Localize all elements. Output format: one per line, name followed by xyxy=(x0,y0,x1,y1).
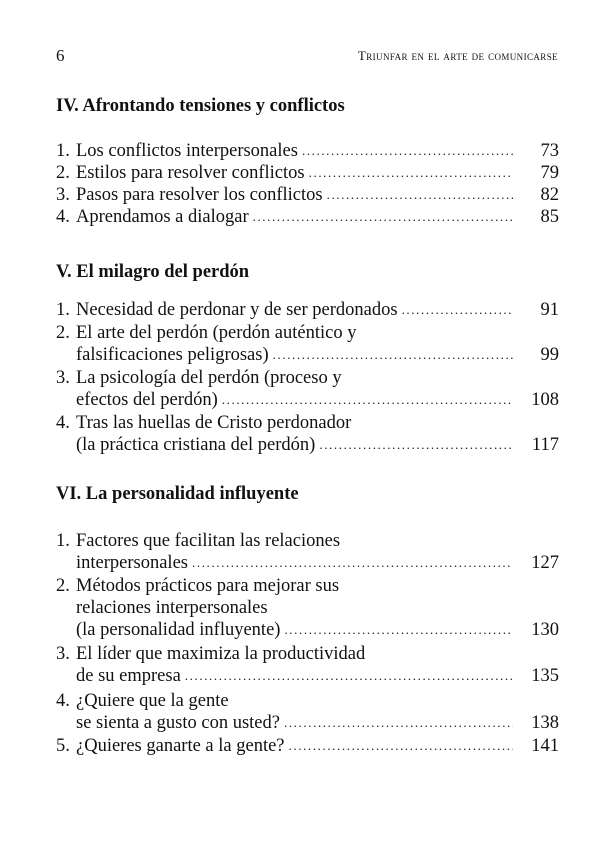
entry-number: 1. xyxy=(56,300,70,320)
toc-entry-line xyxy=(56,389,559,411)
entry-title-text: (la personalidad influyente) xyxy=(76,620,281,640)
section-heading: VI. La personalidad influyente xyxy=(56,484,299,504)
toc-entry[interactable] xyxy=(56,322,559,366)
toc-entry-line xyxy=(56,665,559,687)
dot-leader xyxy=(319,434,513,456)
entry-title-text: efectos del perdón) xyxy=(76,390,218,410)
toc-entry[interactable] xyxy=(56,162,559,184)
toc-entry-line xyxy=(56,712,559,734)
toc-entry[interactable] xyxy=(56,184,559,206)
toc-entry[interactable] xyxy=(56,367,559,411)
entry-title-text: El arte del perdón (perdón auténtico y xyxy=(76,323,357,343)
entry-number: 3. xyxy=(56,368,70,388)
toc-entry-line xyxy=(56,575,559,597)
entry-page-number: 85 xyxy=(540,207,559,227)
entry-page-number: 130 xyxy=(531,620,559,640)
toc-entry-line xyxy=(56,412,559,434)
toc-entry-line xyxy=(56,184,559,206)
entry-title-text: El líder que maximiza la productividad xyxy=(76,644,366,664)
entry-title-text: Necesidad de perdonar y de ser perdonados xyxy=(76,300,398,320)
entry-number: 5. xyxy=(56,736,70,756)
entry-title-text: Los conflictos interpersonales xyxy=(76,141,298,161)
entry-number: 4. xyxy=(56,207,70,227)
entry-page-number: 73 xyxy=(540,141,559,161)
entry-number: 1. xyxy=(56,141,70,161)
entry-title-text: Aprendamos a dialogar xyxy=(76,207,249,227)
entry-number: 4. xyxy=(56,413,70,433)
entry-page-number: 91 xyxy=(540,300,559,320)
toc-entry-line xyxy=(56,206,559,228)
entry-page-number: 108 xyxy=(531,390,559,410)
toc-entry-line xyxy=(56,322,559,344)
entry-title-text: relaciones interpersonales xyxy=(76,598,268,618)
entry-title-text: ¿Quieres ganarte a la gente? xyxy=(76,736,285,756)
toc-entry[interactable] xyxy=(56,643,559,687)
entry-page-number: 117 xyxy=(531,435,559,455)
entry-page-number: 79 xyxy=(540,163,559,183)
dot-leader xyxy=(302,140,513,162)
toc-entry-line xyxy=(56,140,559,162)
entry-number: 3. xyxy=(56,185,70,205)
toc-entry[interactable] xyxy=(56,575,559,641)
section-heading: IV. Afrontando tensiones y conflictos xyxy=(56,96,345,116)
dot-leader xyxy=(402,299,513,321)
toc-entry[interactable] xyxy=(56,690,559,734)
dot-leader xyxy=(192,552,513,574)
section-heading: V. El milagro del perdón xyxy=(56,262,250,282)
entry-number: 2. xyxy=(56,576,70,596)
dot-leader xyxy=(185,665,513,687)
entry-page-number: 99 xyxy=(540,345,559,365)
toc-entry-line xyxy=(56,162,559,184)
dot-leader xyxy=(222,389,513,411)
entry-number: 3. xyxy=(56,644,70,664)
entry-title-text: Métodos prácticos para mejorar sus xyxy=(76,576,340,596)
entry-number: 2. xyxy=(56,323,70,343)
toc-entry-line xyxy=(56,643,559,665)
toc-entry-line xyxy=(56,530,559,552)
toc-entry-line xyxy=(56,434,559,456)
entry-title-text: ¿Quiere que la gente xyxy=(76,691,229,711)
toc-entry[interactable] xyxy=(56,530,559,574)
dot-leader xyxy=(284,712,513,734)
toc-entry[interactable] xyxy=(56,299,559,321)
dot-leader xyxy=(284,619,513,641)
toc-entry[interactable] xyxy=(56,412,559,456)
entry-title-text: interpersonales xyxy=(76,553,188,573)
entry-page-number: 138 xyxy=(531,713,559,733)
entry-title-text: (la práctica cristiana del perdón) xyxy=(76,435,316,455)
entry-title-text: Estilos para resolver conflictos xyxy=(76,163,305,183)
entry-title-text: Pasos para resolver los conflictos xyxy=(76,185,323,205)
toc-entry-line xyxy=(56,344,559,366)
toc-entry-line xyxy=(56,690,559,712)
toc-entry-line xyxy=(56,299,559,321)
toc-entry-line xyxy=(56,619,559,641)
page-header xyxy=(56,46,558,66)
entry-page-number: 82 xyxy=(540,185,559,205)
entry-page-number: 141 xyxy=(531,736,559,756)
entry-page-number: 127 xyxy=(531,553,559,573)
entry-title-text: se sienta a gusto con usted? xyxy=(76,713,280,733)
toc-entry-line xyxy=(56,552,559,574)
entry-title-text: Factores que facilitan las relaciones xyxy=(76,531,341,551)
dot-leader xyxy=(327,184,513,206)
page-number: 6 xyxy=(56,46,65,65)
toc-entry-line xyxy=(56,367,559,389)
entry-number: 4. xyxy=(56,691,70,711)
toc-entry[interactable] xyxy=(56,206,559,228)
toc-entry-line xyxy=(56,597,559,619)
dot-leader xyxy=(289,735,513,757)
entry-number: 1. xyxy=(56,531,70,551)
dot-leader xyxy=(273,344,513,366)
entry-number: 2. xyxy=(56,163,70,183)
running-title: Triunfar en el arte de comunicarse xyxy=(357,48,558,63)
entry-title-text: falsificaciones peligrosas) xyxy=(76,345,269,365)
toc-entry[interactable] xyxy=(56,735,559,757)
entry-title-text: La psicología del perdón (proceso y xyxy=(76,368,342,388)
dot-leader xyxy=(309,162,513,184)
entry-title-text: de su empresa xyxy=(76,666,181,686)
toc-entry[interactable] xyxy=(56,140,559,162)
dot-leader xyxy=(253,206,513,228)
toc-entry-line xyxy=(56,735,559,757)
entry-page-number: 135 xyxy=(531,666,559,686)
entry-title-text: Tras las huellas de Cristo perdonador xyxy=(76,413,352,433)
